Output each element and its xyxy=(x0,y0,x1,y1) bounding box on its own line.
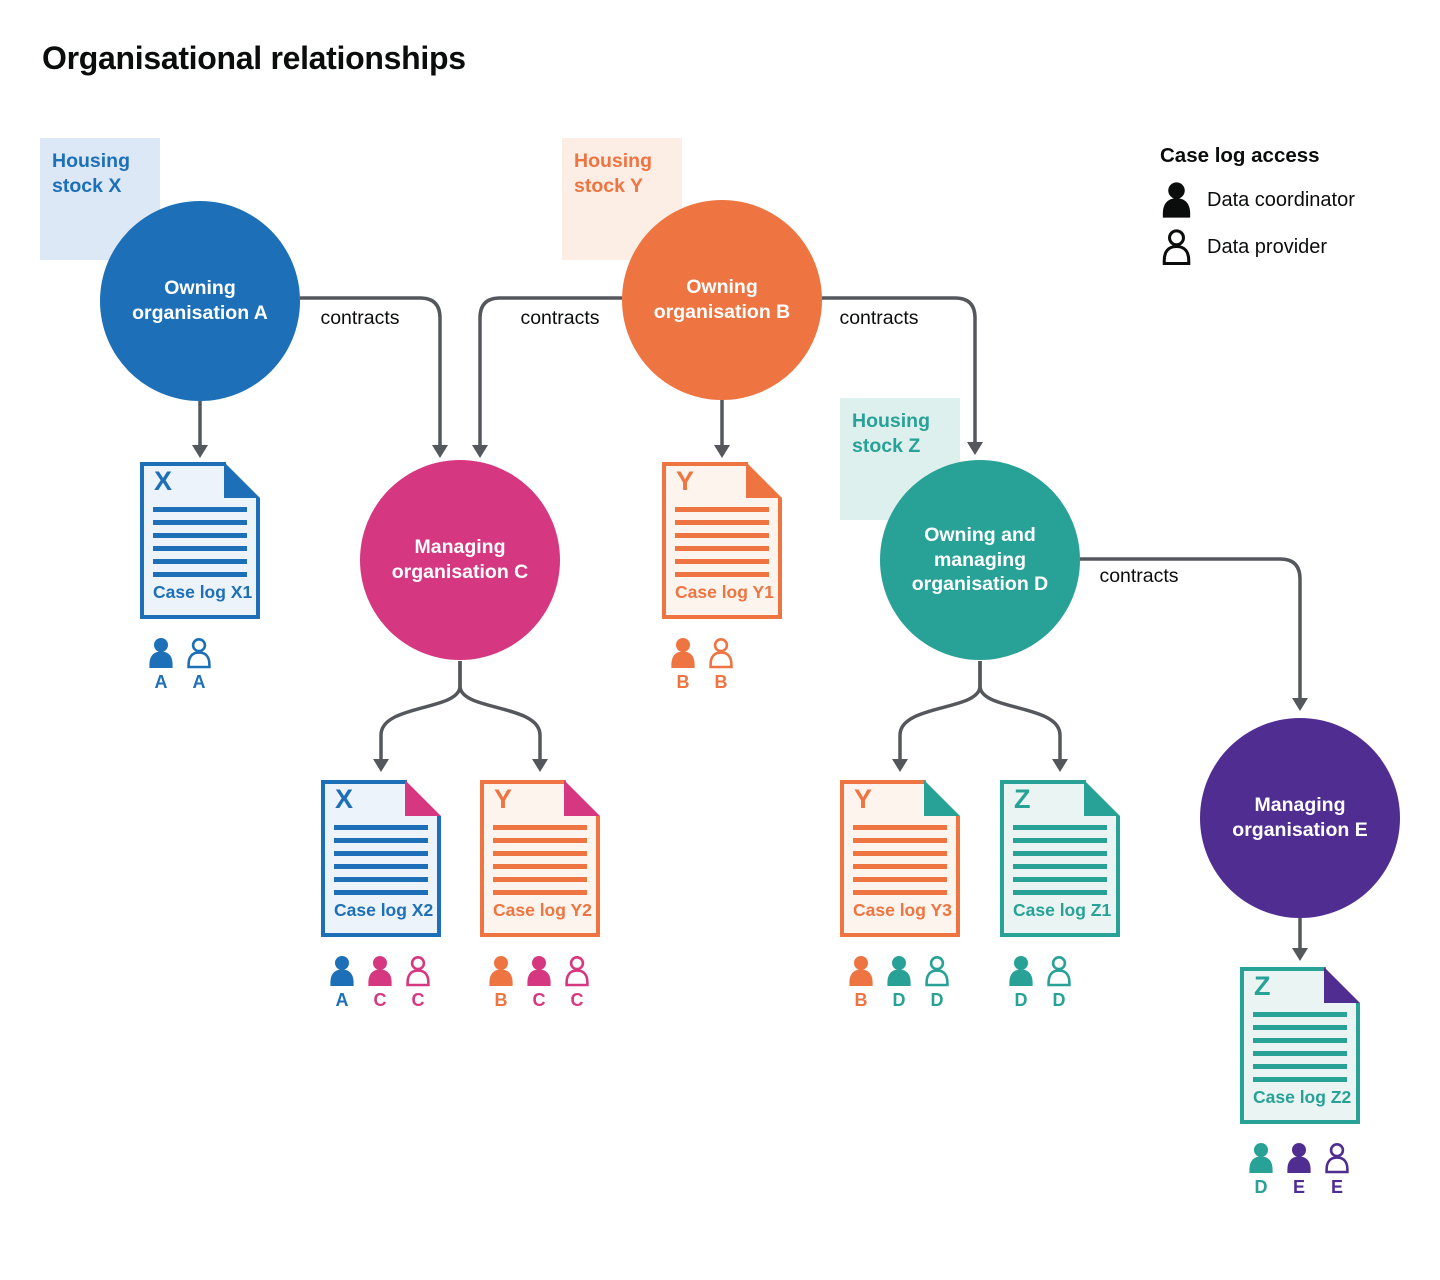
doc-letter: X xyxy=(335,784,354,814)
access-org-letter: E xyxy=(1292,1177,1305,1197)
access-person xyxy=(524,955,554,1011)
data-provider-icon xyxy=(707,637,735,669)
data-coordinator-icon xyxy=(1247,1142,1275,1174)
case-log-z1-access xyxy=(1006,955,1074,1011)
doc-letter: Y xyxy=(494,784,513,814)
data-coordinator-icon xyxy=(366,955,394,987)
legend-label: Data coordinator xyxy=(1207,188,1355,211)
case-log-y3-access xyxy=(846,955,952,1011)
access-person xyxy=(1044,955,1074,1011)
doc-label: Case log Y2 xyxy=(493,900,592,920)
case-log-y2-access xyxy=(486,955,592,1011)
access-org-letter: A xyxy=(335,990,349,1010)
access-person xyxy=(562,955,592,1011)
legend xyxy=(1160,144,1355,275)
data-coordinator-icon xyxy=(328,955,356,987)
legend-item-data-provider xyxy=(1160,228,1355,266)
doc-label: Case log Z1 xyxy=(1013,900,1112,920)
data-coordinator-icon xyxy=(147,637,175,669)
case-log-x2 xyxy=(321,780,441,937)
case-log-z2 xyxy=(1240,967,1360,1124)
access-person xyxy=(184,637,214,693)
access-org-letter: A xyxy=(154,672,168,692)
access-org-letter: D xyxy=(1254,1177,1268,1197)
access-person xyxy=(1246,1142,1276,1198)
housing-stock-x-label: Housing stock X xyxy=(40,138,160,260)
case-log-y3 xyxy=(840,780,960,937)
data-provider-icon xyxy=(185,637,213,669)
case-log-y1 xyxy=(662,462,782,619)
case-log-x1 xyxy=(140,462,260,619)
access-org-letter: B xyxy=(714,672,728,692)
access-person xyxy=(327,955,357,1011)
access-org-letter: A xyxy=(192,672,206,692)
data-coordinator-icon xyxy=(669,637,697,669)
data-coordinator-icon xyxy=(885,955,913,987)
org-circle-e: Managing organisation E xyxy=(1200,718,1400,918)
access-person xyxy=(486,955,516,1011)
case-log-x2-access xyxy=(327,955,433,1011)
contracts-label-a-c: contracts xyxy=(320,307,400,329)
access-org-letter: C xyxy=(570,990,584,1010)
access-person xyxy=(922,955,952,1011)
case-log-z2-access xyxy=(1246,1142,1352,1198)
data-coordinator-icon xyxy=(525,955,553,987)
housing-stock-y-label: Housing stock Y xyxy=(562,138,682,260)
contracts-label-b-c: contracts xyxy=(520,307,600,329)
access-org-letter: E xyxy=(1330,1177,1343,1197)
data-provider-icon xyxy=(404,955,432,987)
access-person xyxy=(668,637,698,693)
case-log-y2 xyxy=(480,780,600,937)
legend-title: Case log access xyxy=(1160,144,1320,167)
access-person xyxy=(1322,1142,1352,1198)
data-coordinator-icon xyxy=(1160,181,1193,219)
access-org-letter: C xyxy=(532,990,546,1010)
access-org-letter: D xyxy=(1014,990,1028,1010)
doc-letter: Y xyxy=(854,784,873,814)
doc-label: Case log Z2 xyxy=(1253,1087,1352,1107)
data-provider-icon xyxy=(1160,228,1193,266)
access-person xyxy=(365,955,395,1011)
doc-label: Case log Y3 xyxy=(853,900,952,920)
doc-label: Case log X1 xyxy=(153,582,253,602)
access-org-letter: D xyxy=(1052,990,1066,1010)
access-person xyxy=(884,955,914,1011)
doc-letter: Z xyxy=(1014,784,1031,814)
org-circle-d: Owning and managing organisation D xyxy=(880,460,1080,660)
data-coordinator-icon xyxy=(1285,1142,1313,1174)
doc-letter: Y xyxy=(676,466,695,496)
data-provider-icon xyxy=(923,955,951,987)
org-circle-a: Owning organisation A xyxy=(100,201,300,401)
legend-item-data-coordinator xyxy=(1160,181,1355,219)
case-log-y1-access xyxy=(668,637,736,693)
doc-label: Case log Y1 xyxy=(675,582,774,602)
case-log-z1 xyxy=(1000,780,1120,937)
case-log-x1-access xyxy=(146,637,214,693)
doc-letter: X xyxy=(154,466,173,496)
org-circle-c: Managing organisation C xyxy=(360,460,560,660)
data-provider-icon xyxy=(1045,955,1073,987)
doc-letter: Z xyxy=(1254,971,1271,1001)
access-org-letter: C xyxy=(373,990,387,1010)
data-coordinator-icon xyxy=(847,955,875,987)
access-org-letter: B xyxy=(854,990,868,1010)
access-org-letter: B xyxy=(676,672,690,692)
data-provider-icon xyxy=(1323,1142,1351,1174)
access-person xyxy=(706,637,736,693)
access-org-letter: D xyxy=(892,990,906,1010)
contracts-label-d-e: contracts xyxy=(1099,565,1179,587)
contracts-label-b-d: contracts xyxy=(839,307,919,329)
data-provider-icon xyxy=(563,955,591,987)
data-coordinator-icon xyxy=(1007,955,1035,987)
access-person xyxy=(146,637,176,693)
housing-stock-z-label: Housing stock Z xyxy=(840,398,960,520)
page-title: Organisational relationships xyxy=(42,40,466,76)
legend-label: Data provider xyxy=(1207,235,1328,258)
access-person xyxy=(846,955,876,1011)
access-org-letter: D xyxy=(930,990,944,1010)
access-org-letter: C xyxy=(411,990,425,1010)
access-org-letter: B xyxy=(494,990,508,1010)
doc-label: Case log X2 xyxy=(334,900,434,920)
access-person xyxy=(403,955,433,1011)
org-circle-b: Owning organisation B xyxy=(622,200,822,400)
access-person xyxy=(1284,1142,1314,1198)
access-person xyxy=(1006,955,1036,1011)
data-coordinator-icon xyxy=(487,955,515,987)
